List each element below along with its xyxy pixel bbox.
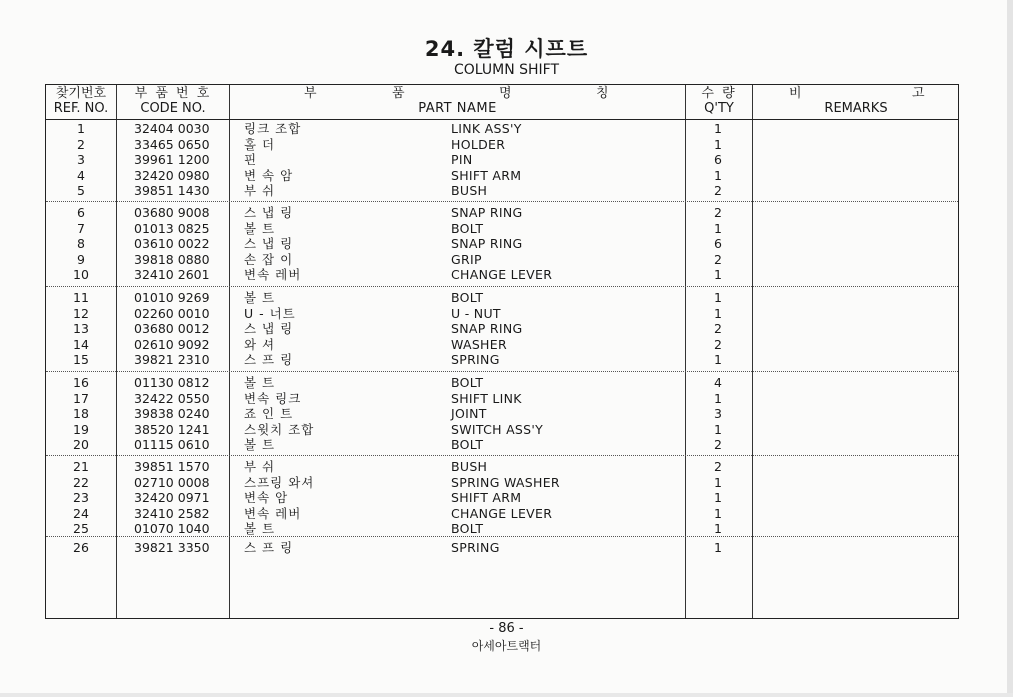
ref-number: 18 [73,406,89,422]
code-number: 02610 9092 [134,336,210,352]
code-number: 32404 0030 [134,121,210,136]
header-name-ko-2: 품 [392,86,405,101]
code-number: 33465 0650 [134,136,210,152]
quantity: 1 [714,540,722,555]
code-number: 01070 1040 [134,521,210,537]
header-code-ko: 부 품 번 호 [134,86,212,101]
code-number: 01115 0610 [134,437,210,453]
header-qty-ko: 수 량 [701,86,737,101]
part-name-english: BOLT [451,220,484,236]
ref-number: 21 [73,459,89,474]
company-name: 아세아트랙터 [471,639,542,653]
code-number: 03680 9008 [134,205,210,220]
ref-number: 25 [73,521,89,537]
part-name-english: U - NUT [451,305,501,321]
quantity: 1 [714,305,722,321]
ref-number: 7 [77,220,85,236]
part-name-korean: 변속 암 [244,490,289,506]
part-name-korean: 변속 레버 [244,267,302,283]
ref-number: 11 [73,290,89,305]
page-edge [0,693,1013,697]
quantity: 1 [714,290,722,305]
part-name-korean: 변속 레버 [244,505,302,521]
part-name-english: HOLDER [451,136,506,152]
quantity: 1 [714,267,722,283]
part-name-korean: 손 잡 이 [244,251,294,267]
code-number: 01013 0825 [134,220,210,236]
part-name-korean: 스 냅 링 [244,205,294,220]
ref-number: 19 [73,421,89,437]
part-name-english: JOINT [451,406,487,422]
part-name-english: BOLT [451,375,484,390]
ref-number: 4 [77,167,85,183]
part-name-korean: 스프링 와셔 [244,474,315,490]
part-name-english: LINK ASS'Y [451,121,522,136]
column-divider [229,85,230,618]
code-number: 01010 9269 [134,290,210,305]
part-name-korean: 볼 트 [244,437,276,453]
quantity: 1 [714,421,722,437]
quantity: 2 [714,459,722,474]
part-name-english: GRIP [451,251,482,267]
code-number: 39961 1200 [134,152,210,168]
header-ref-ko: 찾기번호 [55,86,107,101]
part-name-korean: 링크 조합 [244,121,302,136]
part-name-english: SPRING [451,352,500,368]
ref-number: 16 [73,375,89,390]
header-code-en: CODE NO. [140,101,206,116]
part-name-english: SNAP RING [451,205,523,220]
part-name-korean: 홀 더 [244,136,276,152]
ref-number: 23 [73,490,89,506]
code-number: 39821 3350 [134,540,210,555]
part-name-korean: 핀 [244,152,258,168]
ref-number: 2 [77,136,85,152]
group-divider [46,201,958,202]
part-name-korean: 죠 인 트 [244,406,294,422]
quantity: 2 [714,336,722,352]
parts-table [45,84,959,619]
quantity: 1 [714,220,722,236]
page-title-english: COLUMN SHIFT [453,62,560,78]
code-number: 32420 0971 [134,490,210,506]
column-divider [752,85,753,618]
part-name-english: SHIFT ARM [451,490,522,506]
ref-number: 8 [77,236,85,252]
group-divider [46,371,958,372]
ref-number: 10 [73,267,89,283]
part-name-korean: 변 속 암 [244,167,294,183]
quantity: 1 [714,390,722,406]
header-remarks-ko-2: 고 [912,86,925,101]
quantity: 6 [714,236,722,252]
part-name-english: SPRING [451,540,500,555]
ref-number: 9 [77,251,85,267]
part-name-korean: 변속 링크 [244,390,302,406]
code-number: 03680 0012 [134,321,210,337]
part-name-english: SNAP RING [451,236,523,252]
quantity: 6 [714,152,722,168]
part-name-korean: 부 쉬 [244,459,276,474]
group-divider [46,536,958,537]
quantity: 1 [714,352,722,368]
part-name-korean: 볼 트 [244,220,276,236]
part-name-korean: 스 프 링 [244,540,294,555]
code-number: 39838 0240 [134,406,210,422]
column-divider [116,85,117,618]
header-name-ko-3: 명 [499,86,512,101]
ref-number: 24 [73,505,89,521]
code-number: 39851 1430 [134,183,210,199]
quantity: 2 [714,321,722,337]
group-divider [46,455,958,456]
page-number: - 86 - [489,621,524,636]
part-name-korean: 스 냅 링 [244,321,294,337]
code-number: 32410 2601 [134,267,210,283]
header-name-ko-4: 칭 [596,86,609,101]
part-name-english: SPRING WASHER [451,474,560,490]
part-name-english: CHANGE LEVER [451,267,553,283]
page-title-korean: 24. 칼럼 시프트 [424,37,589,61]
page-edge [1007,0,1013,697]
code-number: 39818 0880 [134,251,210,267]
ref-number: 14 [73,336,89,352]
ref-number: 26 [73,540,89,555]
header-remarks-ko-1: 비 [789,86,802,101]
quantity: 1 [714,490,722,506]
part-name-english: SHIFT ARM [451,167,522,183]
quantity: 2 [714,183,722,199]
group-divider [46,286,958,287]
part-name-korean: 와 셔 [244,336,276,352]
header-qty-en: Q'TY [704,101,734,116]
code-number: 39821 2310 [134,352,210,368]
quantity: 2 [714,437,722,453]
code-number: 01130 0812 [134,375,210,390]
part-name-english: SWITCH ASS'Y [451,421,544,437]
quantity: 1 [714,474,722,490]
ref-number: 17 [73,390,89,406]
header-name-en: PART NAME [418,101,497,116]
part-name-english: BUSH [451,459,488,474]
ref-number: 15 [73,352,89,368]
header-remarks-en: REMARKS [824,101,888,116]
ref-number: 22 [73,474,89,490]
ref-number: 20 [73,437,89,453]
part-name-korean: 스 냅 링 [244,236,294,252]
part-name-english: WASHER [451,336,507,352]
part-name-english: PIN [451,152,473,168]
ref-number: 1 [77,121,85,136]
part-name-korean: 스윗치 조합 [244,421,315,437]
quantity: 1 [714,167,722,183]
quantity: 1 [714,121,722,136]
header-divider [46,119,958,120]
part-name-english: BOLT [451,521,484,537]
part-name-korean: 볼 트 [244,290,276,305]
code-number: 32420 0980 [134,167,210,183]
part-name-korean: 볼 트 [244,521,276,537]
quantity: 3 [714,406,722,422]
part-name-english: SNAP RING [451,321,523,337]
quantity: 2 [714,251,722,267]
part-name-korean: 볼 트 [244,375,276,390]
part-name-english: SHIFT LINK [451,390,522,406]
header-ref-en: REF. NO. [53,101,109,116]
part-name-english: BOLT [451,290,484,305]
quantity: 1 [714,505,722,521]
code-number: 38520 1241 [134,421,210,437]
ref-number: 13 [73,321,89,337]
part-name-english: CHANGE LEVER [451,505,553,521]
part-name-korean: 스 프 링 [244,352,294,368]
code-number: 39851 1570 [134,459,210,474]
ref-number: 12 [73,305,89,321]
quantity: 2 [714,205,722,220]
code-number: 02260 0010 [134,305,210,321]
part-name-korean: 부 쉬 [244,183,276,199]
header-name-ko-1: 부 [304,86,317,101]
ref-number: 6 [77,205,85,220]
code-number: 32422 0550 [134,390,210,406]
quantity: 1 [714,521,722,537]
part-name-english: BUSH [451,183,488,199]
part-name-english: BOLT [451,437,484,453]
code-number: 02710 0008 [134,474,210,490]
quantity: 4 [714,375,722,390]
quantity: 1 [714,136,722,152]
ref-number: 5 [77,183,85,199]
code-number: 32410 2582 [134,505,210,521]
ref-number: 3 [77,152,85,168]
part-name-korean: U - 너트 [244,305,296,321]
code-number: 03610 0022 [134,236,210,252]
